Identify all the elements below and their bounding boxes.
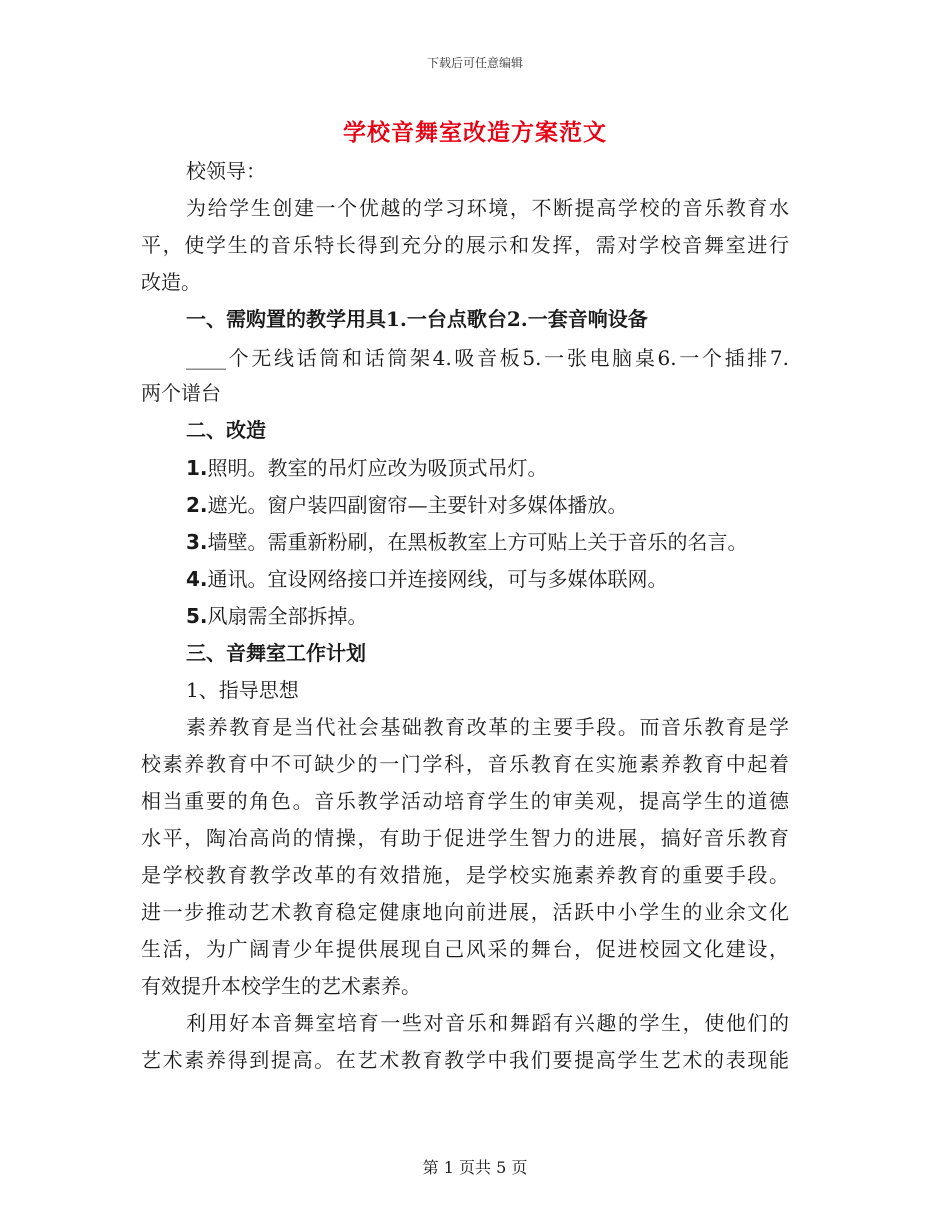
section-1-heading: 一、需购置的教学用具1.一台点歌台2.一套音响设备 (186, 307, 648, 331)
list-item (186, 566, 668, 592)
paragraph-1-line: 校素养教育中不可缺少的一门学科，音乐教育在实施素养教育中起着 (141, 752, 789, 776)
list-item-text: 遮光。窗户装四副窗帘—主要针对多媒体播放。 (207, 493, 628, 517)
paragraph-1-line: 水平，陶冶高尚的情操，有助于促进学生智力的进展，搞好音乐教育 (141, 826, 789, 850)
paragraph-2-line: 利用好本音舞室培育一些对音乐和舞蹈有兴趣的学生，使他们的 (186, 1011, 789, 1035)
intro-line-1: 为给学生创建一个优越的学习环境，不断提高学校的音乐教育水 (186, 196, 789, 220)
section-1-continuation-2: 两个谱台 (141, 381, 221, 405)
page-footer: 第 1 页共 5 页 (422, 1158, 528, 1177)
list-item-text: 照明。教室的吊灯应改为吸顶式吊灯。 (207, 456, 548, 480)
paragraph-1-line: 素养教育是当代社会基础教育改革的主要手段。而音乐教育是学 (186, 715, 789, 739)
page-header: 下载后可任意编辑 (426, 56, 523, 70)
section-1-continuation-1: ____个无线话筒和话筒架4.吸音板5.一张电脑桌6.一个插排7. (186, 346, 789, 370)
list-item (186, 492, 628, 518)
list-item-number: 3. (186, 530, 208, 554)
section-2-heading: 二、改造 (186, 418, 266, 442)
list-item (186, 455, 548, 481)
section-3-heading: 三、音舞室工作计划 (186, 641, 366, 665)
list-item-text: 风扇需全部拆掉。 (207, 604, 368, 628)
paragraph-1-line: 进一步推动艺术教育稳定健康地向前进展，活跃中小学生的业余文化 (141, 900, 789, 924)
list-item-number: 5. (186, 604, 208, 628)
list-item-number: 4. (186, 567, 208, 591)
list-item-number: 2. (186, 493, 208, 517)
intro-line-2: 平，使学生的音乐特长得到充分的展示和发挥，需对学校音舞室进行 (141, 233, 789, 257)
list-item-text: 通讯。宜设网络接口并连接网线，可与多媒体联网。 (207, 567, 668, 591)
salutation: 校领导： (186, 159, 266, 183)
list-item-number: 1. (186, 456, 208, 480)
list-item (186, 529, 748, 555)
subsection-heading: 1、指导思想 (186, 678, 299, 702)
document-title: 学校音舞室改造方案范文 (343, 119, 607, 146)
intro-line-3: 改造。 (141, 270, 201, 294)
list-item-text: 墙壁。需重新粉刷，在黑板教室上方可贴上关于音乐的名言。 (207, 530, 748, 554)
paragraph-1-line: 相当重要的角色。音乐教学活动培育学生的审美观，提高学生的道德 (141, 789, 789, 813)
paragraph-1-line: 是学校教育教学改革的有效措施，是学校实施素养教育的重要手段。 (141, 863, 789, 887)
paragraph-2-line: 艺术素养得到提高。在艺术教育教学中我们要提高学生艺术的表现能 (141, 1048, 789, 1072)
paragraph-1-line: 生活，为广阔青少年提供展现自己风采的舞台，促进校园文化建设， (141, 937, 789, 961)
list-item (186, 603, 368, 629)
paragraph-1-line: 有效提升本校学生的艺术素养。 (141, 974, 421, 998)
